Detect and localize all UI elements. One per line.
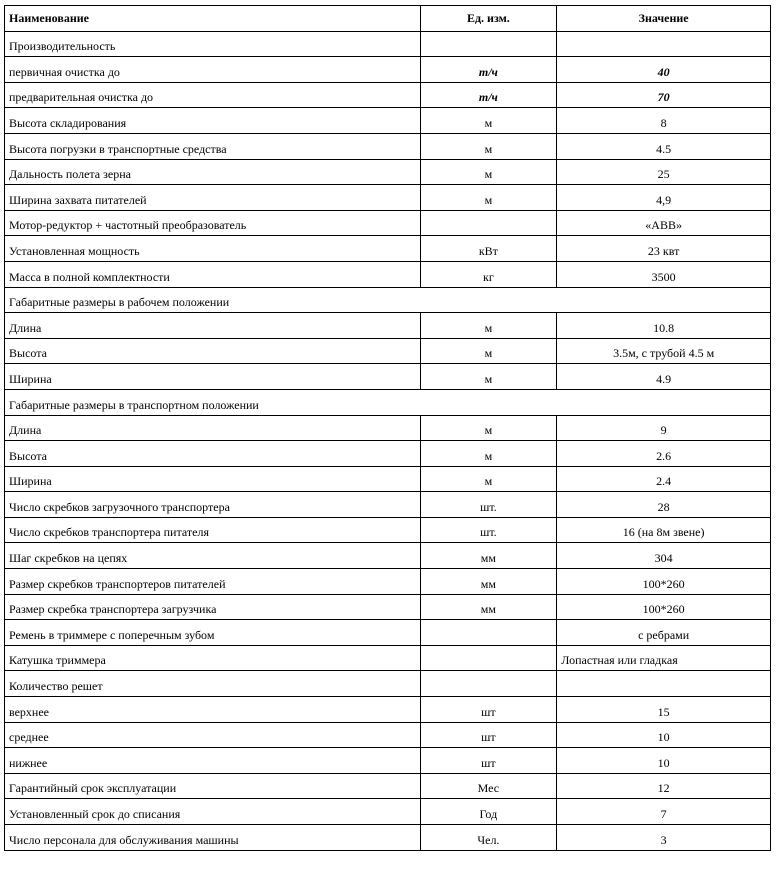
table-row bbox=[5, 492, 771, 518]
table-row bbox=[5, 236, 771, 262]
section-title: Габаритные размеры в рабочем положении bbox=[5, 287, 771, 313]
param-value: 23 квт bbox=[557, 236, 771, 262]
param-name: Число персонала для обслуживания машины bbox=[5, 825, 421, 851]
param-unit: т/ч bbox=[420, 82, 557, 108]
param-unit: шт bbox=[420, 697, 557, 723]
param-unit: м bbox=[420, 415, 557, 441]
header-name: Наименование bbox=[5, 6, 421, 32]
table-row bbox=[5, 364, 771, 390]
param-value: 28 bbox=[557, 492, 771, 518]
table-row bbox=[5, 133, 771, 159]
param-name: Гарантийный срок эксплуатации bbox=[5, 773, 421, 799]
param-value: 40 bbox=[557, 57, 771, 83]
param-unit bbox=[420, 210, 557, 236]
param-name: Размер скребка транспортера загрузчика bbox=[5, 594, 421, 620]
param-value: 10.8 bbox=[557, 313, 771, 339]
specifications-table bbox=[4, 5, 771, 851]
param-value: 4.5 bbox=[557, 133, 771, 159]
param-unit: Год bbox=[420, 799, 557, 825]
param-name: Ремень в триммере с поперечным зубом bbox=[5, 620, 421, 646]
table-row bbox=[5, 594, 771, 620]
table-row bbox=[5, 773, 771, 799]
param-value: 7 bbox=[557, 799, 771, 825]
table-row bbox=[5, 645, 771, 671]
table-row bbox=[5, 415, 771, 441]
param-unit: м bbox=[420, 338, 557, 364]
param-value: «ABB» bbox=[557, 210, 771, 236]
param-name: Производительность bbox=[5, 31, 421, 57]
table-row bbox=[5, 82, 771, 108]
param-unit: м bbox=[420, 133, 557, 159]
param-value: 2.6 bbox=[557, 441, 771, 467]
section-title: Габаритные размеры в транспортном положении bbox=[5, 389, 771, 415]
param-name: первичная очистка до bbox=[5, 57, 421, 83]
table-row bbox=[5, 185, 771, 211]
param-name: Дальность полета зерна bbox=[5, 159, 421, 185]
param-value: 10 bbox=[557, 748, 771, 774]
table-row bbox=[5, 620, 771, 646]
param-name: Длина bbox=[5, 415, 421, 441]
param-value: 3500 bbox=[557, 261, 771, 287]
param-name: Установленная мощность bbox=[5, 236, 421, 262]
param-name: Количество решет bbox=[5, 671, 421, 697]
table-row bbox=[5, 543, 771, 569]
table-row bbox=[5, 748, 771, 774]
table-header-row bbox=[5, 6, 771, 32]
param-name: Мотор-редуктор + частотный преобразователь bbox=[5, 210, 421, 236]
param-value: 9 bbox=[557, 415, 771, 441]
param-unit: м bbox=[420, 441, 557, 467]
param-name: нижнее bbox=[5, 748, 421, 774]
param-unit bbox=[420, 645, 557, 671]
param-value: 3.5м, с трубой 4.5 м bbox=[557, 338, 771, 364]
table-row bbox=[5, 517, 771, 543]
param-value: 100*260 bbox=[557, 569, 771, 595]
param-value: 15 bbox=[557, 697, 771, 723]
param-value: 2.4 bbox=[557, 466, 771, 492]
param-name: Высота bbox=[5, 441, 421, 467]
table-row bbox=[5, 210, 771, 236]
param-value: 25 bbox=[557, 159, 771, 185]
param-unit: шт bbox=[420, 722, 557, 748]
table-row bbox=[5, 261, 771, 287]
param-unit: кВт bbox=[420, 236, 557, 262]
param-unit: кг bbox=[420, 261, 557, 287]
param-unit bbox=[420, 671, 557, 697]
table-section-row bbox=[5, 389, 771, 415]
table-row bbox=[5, 108, 771, 134]
param-unit: т/ч bbox=[420, 57, 557, 83]
param-unit bbox=[420, 620, 557, 646]
param-name: Число скребков транспортера питателя bbox=[5, 517, 421, 543]
param-value: 4.9 bbox=[557, 364, 771, 390]
param-value: с ребрами bbox=[557, 620, 771, 646]
table-row bbox=[5, 313, 771, 339]
param-unit: м bbox=[420, 108, 557, 134]
param-name: Ширина bbox=[5, 364, 421, 390]
param-name: Размер скребков транспортеров питателей bbox=[5, 569, 421, 595]
param-unit: мм bbox=[420, 594, 557, 620]
param-unit: шт. bbox=[420, 492, 557, 518]
table-row bbox=[5, 825, 771, 851]
param-value: Лопастная или гладкая bbox=[557, 645, 771, 671]
param-name: Длина bbox=[5, 313, 421, 339]
param-unit: Чел. bbox=[420, 825, 557, 851]
param-name: верхнее bbox=[5, 697, 421, 723]
table-row bbox=[5, 159, 771, 185]
param-name: Ширина захвата питателей bbox=[5, 185, 421, 211]
table-row bbox=[5, 671, 771, 697]
param-unit: шт bbox=[420, 748, 557, 774]
param-name: Катушка триммера bbox=[5, 645, 421, 671]
param-unit: шт. bbox=[420, 517, 557, 543]
table-row bbox=[5, 338, 771, 364]
param-value bbox=[557, 671, 771, 697]
header-value: Значение bbox=[557, 6, 771, 32]
param-unit: м bbox=[420, 466, 557, 492]
param-unit: мм bbox=[420, 543, 557, 569]
param-value: 3 bbox=[557, 825, 771, 851]
param-name: Установленный срок до списания bbox=[5, 799, 421, 825]
table-row bbox=[5, 466, 771, 492]
header-unit: Ед. изм. bbox=[420, 6, 557, 32]
param-name: Число скребков загрузочного транспортера bbox=[5, 492, 421, 518]
param-value: 12 bbox=[557, 773, 771, 799]
param-value: 8 bbox=[557, 108, 771, 134]
table-section-row bbox=[5, 287, 771, 313]
param-value: 304 bbox=[557, 543, 771, 569]
table-row bbox=[5, 722, 771, 748]
param-unit: мм bbox=[420, 569, 557, 595]
table-row bbox=[5, 441, 771, 467]
param-unit: м bbox=[420, 364, 557, 390]
table-row bbox=[5, 697, 771, 723]
param-name: Масса в полной комплектности bbox=[5, 261, 421, 287]
param-unit: м bbox=[420, 185, 557, 211]
param-name: Ширина bbox=[5, 466, 421, 492]
param-value: 4,9 bbox=[557, 185, 771, 211]
param-unit: м bbox=[420, 313, 557, 339]
param-name: среднее bbox=[5, 722, 421, 748]
table-row bbox=[5, 31, 771, 57]
param-value: 70 bbox=[557, 82, 771, 108]
param-unit: м bbox=[420, 159, 557, 185]
param-value: 100*260 bbox=[557, 594, 771, 620]
table-row bbox=[5, 57, 771, 83]
param-name: Высота погрузки в транспортные средства bbox=[5, 133, 421, 159]
param-name: Высота складирования bbox=[5, 108, 421, 134]
param-name: Высота bbox=[5, 338, 421, 364]
param-value: 16 (на 8м звене) bbox=[557, 517, 771, 543]
param-unit: Мес bbox=[420, 773, 557, 799]
param-unit bbox=[420, 31, 557, 57]
table-row bbox=[5, 569, 771, 595]
param-value bbox=[557, 31, 771, 57]
param-name: Шаг скребков на цепях bbox=[5, 543, 421, 569]
param-value: 10 bbox=[557, 722, 771, 748]
param-name: предварительная очистка до bbox=[5, 82, 421, 108]
table-row bbox=[5, 799, 771, 825]
